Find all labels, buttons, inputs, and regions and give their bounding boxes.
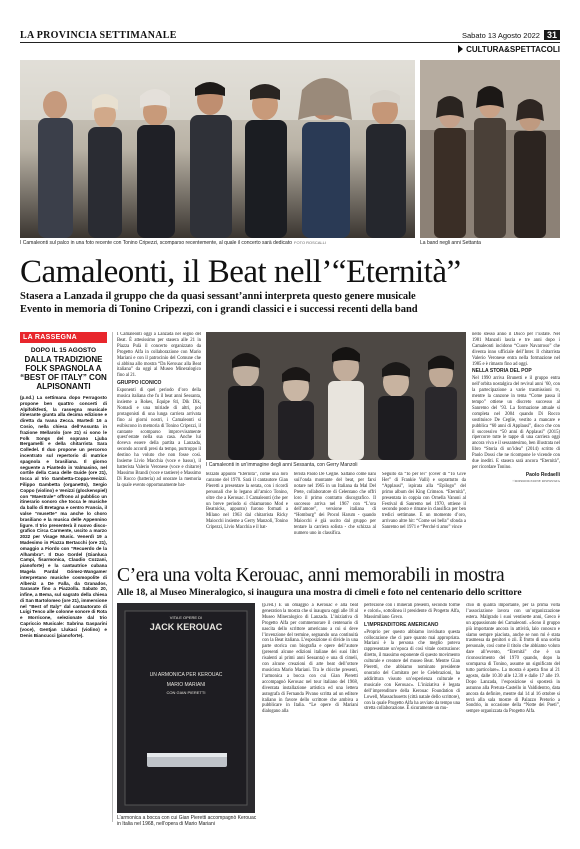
article1-col1 [117,332,201,554]
sidebar-rassegna [20,332,107,822]
kerouac-photo-caption-text: L’armonica a bocca con cui Gian Pieretti accompagnò Kerouac in Italia nel 1968, nell’opera di Mario Mariani [117,815,257,827]
page-number: 31 [544,30,560,40]
article1-author: Paolo Redaelli [525,471,560,478]
triangle-right-icon [458,45,463,53]
band-photo-caption: La band negli anni Settanta [420,240,481,246]
article2-col2-p1: perfezione con i minerali presenti, secondo forme e colori», sottolinea il presidente di Progetto Alfa, Massimiliano Greco. [364,603,460,620]
main-subheadline [20,291,560,316]
band-70s-photo [420,60,560,238]
masthead [20,28,560,42]
kerouac-photo-caption [117,815,257,827]
article1-col5-p1: nello stesso anno il Disco per l’Estate. Nel 1981 Manzoli lascia e tre anni dopo i Camaleonti incidono “Cuore Navarroso” che diventa inno ufficiale dell’Inter. Il chitarrista Valerio Veronese entra nella formazione nel 1985 e è rimasto fino ad oggi. [472,332,560,367]
sidebar-kicker: DOPO IL 15 AGOSTO [30,347,97,354]
poster-author: MARIO MARIANI [166,682,206,688]
main-photo [20,60,415,238]
article1-subhead-gruppo: GRUPPO ICONICO [117,380,162,387]
poster-title: JACK KEROUAC [149,622,223,632]
poster-subtitle: VITA E OPERE DI [169,615,203,620]
article2-col1-text: (p.red.) È un omaggio a Kerouac e alla beat generation la mostra che si inaugura oggi alle 18 al Museo Mineralogico di Lanzada. L’iniziativa di Progetto Alfa per commemorare il centenario di nascita dello scrittore americano a cui si deve l’invenzione del termine, segnando una continuità con la Beat italiana. L’esposizione si divide in una parte storica con biografia e opere dell’autore (presenti alcune edizioni italiane dei suoi libri risalenti ai primi anni Sessanta) e una di cimeli, con alcune creazioni di arte beat dell’ottore musicista Mario Mariani. Tra le chicche presenti, l’armonica a bocca con cui Gian Pieretti accompagnò Kerouac nel tour italiano del 1968, diventata installazione artistica ed una lettera autografa di Fernanda Pivano scritta ad un editore italiano in favore dello scrittore che ambiva a pubblicare in Italia. “Le opere di Mariani dialogano alla [262,603,358,715]
kerouac-subheadline: Alle 18, al Museo Mineralogico, si inaugura una mostra di cimeli e foto nel centenario dello scrittore [117,588,522,598]
poster-guest: CON GIAN PIERETTI [166,690,206,695]
column-divider [112,332,113,822]
article1-col4 [382,472,466,554]
article1-col5 [472,332,560,557]
article2-col2 [364,603,460,821]
main-photo-caption-text: I Camaleonti sul palco in una foto recente con Tonino Cripezzi, scomparso recentemente, al quale il concerto sarà dedicato [20,240,293,246]
sidebar-body: (p.nd.) La settimana dopo Ferragosto propone ben quattro concerti di Alpifolkfesti, la rassegna musicale itinerante giunta alla decima edizione e diretta da Ivana Zecca. Martedì 16 a Cosio, nella chiesa dell’Assunta in frazione Mellarolo (ore 21) si sono le Folk Songs del soprano Ljuba Bergamelli e della chitarrista Sara Colledel. Il duo propone un percorso incentrato sul repertorio di matrice spagnola e brasiliana. Il giorno seguente a Piantedo in Valmasino, nel cortile della Casa delle Guide (ore 21), tocca al trio Gambetta-Coppa-Venizzi. Filippo Gambetta (organetto), Sergio Coppo (violino) e Venizzi (glockenspiel) con “Maestrale” offrono al pubblico un itinerario sonoro che tocca le musiche da ballo di Bretagna e centro Francia, il valse “musette” ma anche lo choro brasiliano e la musica delle Appennino ligure. Il trio presenterà il nuovo disco-grafico Circa Carmente, uscito a marzo 2022 per Visage Music. Venerdì 19 a Madesimo in Piazza Bertacchi (ore 21), omaggio a Fiordo con “Recuerdo de la Alhambra”. Il Duo Gordel (Gianluca Campi, fisarmonica, Claudio Cozzani, pianoforte) e la cantautrice cubana Magela Pardal Gómez-Wangamer interpretano musiche cosmopolite di Albeniz a De Falla, da Granados, Sarasate fino a Piazzolla. Sabato 20, infine, a Bema, sul sagrato della chiesa di San Bartolomeo (ore 21), immersione nel “Best of Italy” dal cantautorato di Luigi Tenco alle colonne sonore di Rota e Morricone, selezionate dal trio Capriccio Musicale: Sabrina Gasparini (voce), Gentjan Llukaci (violino) e Denis Biancucci (pianoforte). [20,395,107,638]
article1-subhead-storia: NELLA STORIA DEL POP [472,368,532,375]
main-photo-caption [20,240,326,246]
article2-col3-text: chio di qualità importante, per la prima volta l’associazione lavora con un’organizzazione estera. Malgrado i suoi ventisette anni, Greco è un appassionato dei Camaleonti. «Sono il gruppo più importante ancora in attività, lalo conosco e siamo sempre piaciuta, anche se non mi è stata trasmessa da genitori o zii. È frutto di una scelta personale, così come il titolo che abbiamo voluto dare all’evento, “Eternità” che è un riconoscimento del 1970 quando, dopo la scomparsa di Tonino, assume un significato del tutto particolare». La mostra è aperta fino al 21 agosto, dalle 10.30 alle 12.30 e dalle 17 alle 19. Dopo Lanzada, l’esposizione si sposterà in autunno alla Pretura-Castello in Valdidentro, data ancora da definire, mentre dal 14 al 16 ottobre si terrà alla sala mostre di Palazzo Pretorio a Sondrio, in occasione della “Notte dei Poeti”, sempre organizzata da Progetto Alfa. [466,603,560,715]
sidebar-title: DALLA TRADIZIONE FOLK SPAGNOLA A “BEST OF ITALY” CON ALPISONANTI [20,355,107,391]
article2-subhead-imprenditore: L’IMPRENDITORE AMERICANO [364,621,439,628]
article1-copyright: ©RIPRODUZIONE RISERVATA [512,478,560,483]
poster-text [127,615,245,695]
article2-col2-p2: «Proprio per questo abbiamo inviduato questa collocazione che ci pare quanto mai appropriata. Mariani è la persona che meglio poteva rappresentare un’epoca di così vitale costruzione: diretto, il massimo esponente di questo movimento culturale e creatore del museo Beat. Mentre Gian Pieretti, che abbiamo nominato presidente onorario del Comitato per le Celebrazioni, ha addirittura vissuto un’esperienza culturale e musicale con Kerouac». L’iniziativa è legata dell’imprenditore della Kerouac Foundation di Lowell, Massachusetts (città natale dello scrittore), con la quale Progetto Alfa ha avviato da tempo una stretta collaborazione. È sicuramente un mu- [364,629,460,712]
main-headline: Camaleonti, il Beat nell’“Eternità” [20,254,461,290]
kerouac-harmonica-photo [117,603,255,813]
sixties-band-photo [206,332,466,460]
article2-col1 [262,603,358,821]
article1-col4-text: Seguito da “Io per lei” (cover di “To Give Her” di Frankie Valli) e soprattutto da “Applausi”, ispirata alla “Epilogo” del primo album dei King Crimson. “Eternità”, presentata in coppia con Ornella Vanoni al Festival di Sanremo nel 1970, ottiene il secondo posto e rimane in classifica per ben tredici settimane. E un momento d’oro, arrivano altre hit: “Come sei bella” sfonda a Sanremo nel 1971 e “Perché ti amo” vince [382,472,466,531]
newspaper-name: LA PROVINCIA SETTIMANALE [20,29,177,41]
subhead-line-2: Evento in memoria di Tonino Cripezzi, con i grandi classici e i successi recenti della band [20,303,418,315]
sidebar-label: LA RASSEGNA [20,332,107,343]
article2-col3 [466,603,560,821]
article1-col3 [294,472,376,554]
issue-date: Sabato 13 Agosto 2022 [461,30,540,40]
article1-col5-p2: Nel 1990 arriva Brunetti e il gruppo entra nell’orbita nostalgica del revival anni ’60, con la partecipazione a varie trasmissioni tv, mentre la canzone in tema “Come passa il tempo” ottiene un discreto successo al Sanremo del ’93. La formazione attuale si completa nel 2004 quando Di Rocco sostituisce De Ceglie, vestito a mancare e pubblica “60 anni di Applausi”, disco che con il successivo “50 anni di Applausi” (2015) ripercorre tutte le tappe di una carriera oggi ancora viva e il sessantesimo, ben illustrata nel libro “Storia di un’idea” (2014) scritto di Paolo Dossi che ne ricompone le vicende con due inediti. E stasera sarà ancora “Eternità”, per ricordare Tonino. [472,376,560,470]
article1-col2 [206,472,288,554]
section-name: CULTURA&SPETTACOLI [466,44,560,54]
article1-col3-text: terista Paolo De Ceglie. Saltano come nani suil’onda montante del beat, per farsi notare nel 1965 in un Italiana da Mal Del Prete, collaboratore di Celentano che offrì loro il primo contratto discografico. Il successo arriva nel 1967 con “L’ora dell’amore”, versione italiana di “Homburg” dei Procol Harum - quando Maiocchi è già uscito dal gruppo per tentare la carriera solista - che schizza al numero uno in classifica. [294,472,376,537]
subhead-line-1: Stasera a Lanzada il gruppo che da quasi sessant’anni interpreta questo genere musicale [20,291,416,302]
section-tag [458,43,560,55]
kerouac-headline: C’era una volta Kerouac, anni memorabili in mostra [117,565,505,586]
sixties-photo-caption: I Camaleonti in un’immagine degli anni Sessanta, con Gerry Manzoli [206,462,358,468]
article1-col2-text: tezzato appunto “Eternità”, come una loro canzone del 1970. Sarà il cantautore Gian Pieretti a presentare la serata, con i ricordi personali che lo legano all’amico Tonino, oltre che a Kerouac. I Camaleonti (che per un breve periodo si chiamarono Mod e Beatnicks, appunto) furono formati a Milano nel 1963 dal chitarrista Ricky Maiocchi insieme a Gerry Manzoli, Tonino Cripezzi, Livio Macchia e il bat- [206,472,288,531]
poster-line: UN ARMONICA PER KEROUAC [149,672,223,678]
article1-col1-p1: I Camaleonti oggi a Lanzada nel segno del Beat. È attesissimo per stasera alle 21 in Piazza Pulà il concerto organizzato da Progetto Alfa in collaborazione con Mario Mariani e con il patrocinio del Comune che si abbina allo mostra “Da Kerouac alla Beat italiana” da oggi al Museo Mineralogico fino al 21. [117,332,201,379]
article1-col1-p2: Esponenti di quel periodo d’oro della musica italiana che fu il beat anni Sessanta, insieme a Rokes, Equipe 84, Dik Dik, Nomadi e una miriade di altri, poi protagonisti di una lunga carriera arrivata fino ai giorni nostri, i Camaleonti si esibiscono in memoria di Tonino Cripezzi, il cantante scomparso improvvisamente quest’estate nella sua casa. Anche lui doveva essere della partita a Lanzada, secondo accordi presi da tempo, purtroppo il destino ha voluto che non fosse così. Insieme Livio Macchia (voce e basso), il batterista Valerio Veronese (voce e chitarre) Massimo Brandi (voce e tastiere) e Massimo Di Rocco (batteria) ad onorare la memoria la quale evento opportunamente bat- [117,388,201,488]
photo-credit: FOTO ROSCALLI [294,240,326,245]
